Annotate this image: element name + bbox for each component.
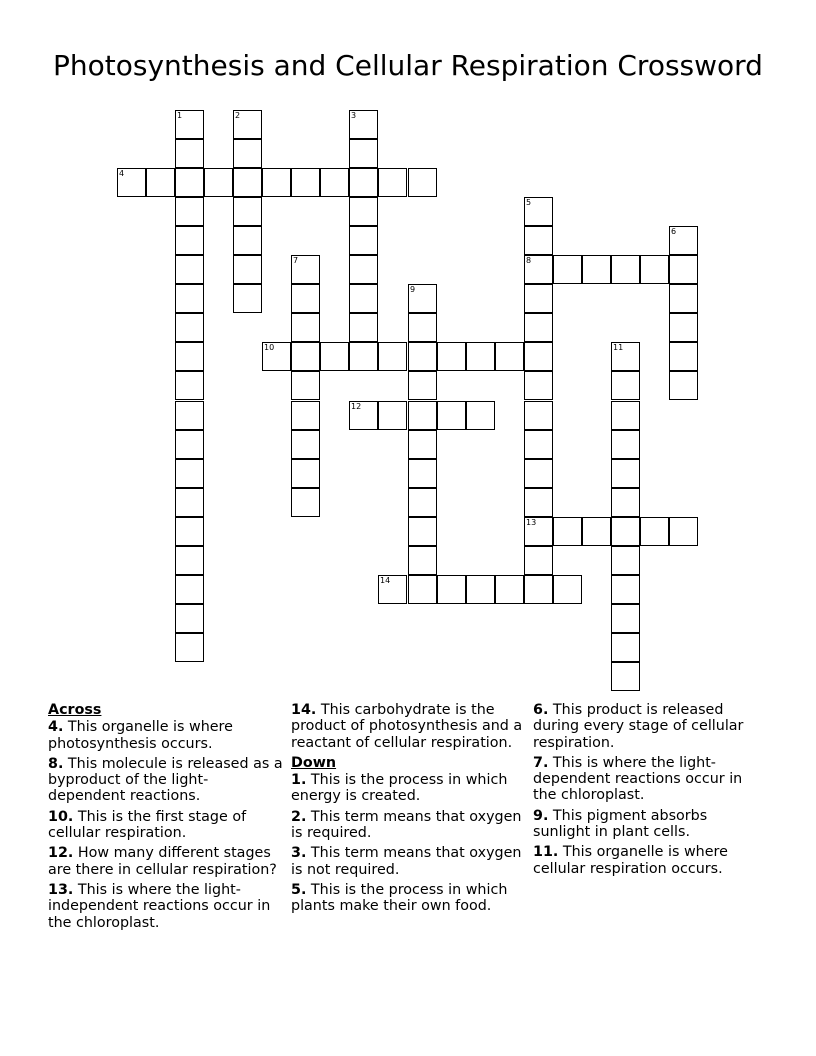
grid-cell[interactable] <box>233 197 262 226</box>
grid-cell[interactable] <box>117 168 146 197</box>
clue-item <box>533 844 768 877</box>
grid-cell[interactable] <box>291 255 320 284</box>
clue-number-label: 2 <box>235 111 241 120</box>
clue-number-label: 4 <box>119 169 125 178</box>
grid-cell[interactable] <box>408 517 437 546</box>
grid-cell[interactable] <box>175 517 204 546</box>
grid-cell[interactable] <box>378 575 407 604</box>
grid-cell[interactable] <box>611 430 640 459</box>
clue-section-heading: Down <box>291 754 337 771</box>
grid-cell[interactable] <box>524 488 553 517</box>
grid-cell[interactable] <box>582 255 611 284</box>
grid-cell[interactable] <box>553 517 582 546</box>
clue-number-label: 7 <box>293 256 299 265</box>
grid-cell[interactable] <box>611 546 640 575</box>
grid-cell[interactable] <box>640 255 669 284</box>
grid-cell[interactable] <box>611 575 640 604</box>
clue-number: 8. <box>48 755 64 772</box>
grid-cell[interactable] <box>524 401 553 430</box>
clue-number-label: 10 <box>264 343 275 352</box>
grid-cell[interactable] <box>175 110 204 139</box>
grid-cell[interactable] <box>524 313 553 342</box>
clue-text: This pigment absorbs sunlight in plant cells. <box>533 807 708 841</box>
clue-number: 12. <box>48 845 74 862</box>
grid-cell[interactable] <box>611 662 640 691</box>
grid-cell[interactable] <box>175 255 204 284</box>
clue-item <box>291 809 526 842</box>
clue-item <box>48 719 283 752</box>
grid-cell[interactable] <box>291 401 320 430</box>
clue-number-label: 8 <box>526 256 532 265</box>
clue-text: This term means that oxygen is not required. <box>291 845 522 878</box>
clue-number-label: 5 <box>526 198 532 207</box>
grid-cell[interactable] <box>524 255 553 284</box>
grid-cell[interactable] <box>524 371 553 400</box>
grid-cell[interactable] <box>553 255 582 284</box>
grid-cell[interactable] <box>349 139 378 168</box>
grid-cell[interactable] <box>320 342 349 371</box>
clue-number: 11. <box>533 844 559 861</box>
grid-cell[interactable] <box>669 371 698 400</box>
grid-cell[interactable] <box>466 342 495 371</box>
grid-cell[interactable] <box>582 517 611 546</box>
grid-cell[interactable] <box>669 226 698 255</box>
clue-number-label: 1 <box>177 111 183 120</box>
clue-number: 3. <box>291 845 307 862</box>
grid-cell[interactable] <box>175 226 204 255</box>
grid-cell[interactable] <box>378 342 407 371</box>
grid-cell[interactable] <box>524 197 553 226</box>
grid-cell[interactable] <box>175 401 204 430</box>
clue-number-label: 11 <box>613 343 624 352</box>
grid-cell[interactable] <box>291 371 320 400</box>
clue-number: 2. <box>291 808 307 825</box>
clue-text: This term means that oxygen is required. <box>291 808 522 842</box>
clue-text: This product is released during every stage of cellular respiration. <box>533 702 744 751</box>
grid-cell[interactable] <box>611 459 640 488</box>
grid-cell[interactable] <box>378 168 407 197</box>
clue-number: 5. <box>291 881 307 898</box>
grid-cell[interactable] <box>437 401 466 430</box>
grid-cell[interactable] <box>669 313 698 342</box>
clue-text: This organelle is where cellular respiration occurs. <box>533 844 728 877</box>
grid-cell[interactable] <box>495 575 524 604</box>
clue-text: This is the first stage of cellular respiration. <box>48 808 247 842</box>
grid-cell[interactable] <box>349 313 378 342</box>
grid-cell[interactable] <box>262 168 291 197</box>
clue-number: 4. <box>48 719 64 736</box>
clue-text: This is the process in which energy is created. <box>291 772 508 805</box>
grid-cell[interactable] <box>291 168 320 197</box>
grid-cell[interactable] <box>408 430 437 459</box>
grid-cell[interactable] <box>349 401 378 430</box>
grid-cell[interactable] <box>669 517 698 546</box>
grid-cell[interactable] <box>349 110 378 139</box>
grid-cell[interactable] <box>291 488 320 517</box>
grid-cell[interactable] <box>611 488 640 517</box>
clue-number: 13. <box>48 881 74 898</box>
grid-cell[interactable] <box>611 517 640 546</box>
grid-cell[interactable] <box>611 342 640 371</box>
grid-cell[interactable] <box>204 168 233 197</box>
grid-cell[interactable] <box>349 197 378 226</box>
grid-cell[interactable] <box>175 633 204 662</box>
grid-cell[interactable] <box>553 575 582 604</box>
clue-item <box>533 755 768 804</box>
grid-cell[interactable] <box>175 197 204 226</box>
grid-cell[interactable] <box>175 546 204 575</box>
grid-cell[interactable] <box>524 517 553 546</box>
grid-cell[interactable] <box>408 459 437 488</box>
grid-cell[interactable] <box>408 575 437 604</box>
clue-number: 7. <box>533 754 549 771</box>
clue-number-label: 9 <box>410 285 416 294</box>
clue-number-label: 12 <box>351 402 362 411</box>
clue-column-2 <box>291 702 526 919</box>
grid-cell[interactable] <box>437 342 466 371</box>
clue-text: This is where the light-dependent reactions occur in the chloroplast. <box>533 754 743 804</box>
grid-cell[interactable] <box>466 401 495 430</box>
grid-cell[interactable] <box>378 401 407 430</box>
clue-item <box>533 702 768 751</box>
clue-number-label: 13 <box>526 518 537 527</box>
grid-cell[interactable] <box>262 342 291 371</box>
clue-text: How many different stages are there in cellular respiration? <box>48 845 277 878</box>
clue-item <box>291 772 526 805</box>
grid-cell[interactable] <box>524 430 553 459</box>
grid-cell[interactable] <box>291 342 320 371</box>
grid-cell[interactable] <box>349 342 378 371</box>
grid-cell[interactable] <box>349 255 378 284</box>
grid-cell[interactable] <box>524 226 553 255</box>
page-title: Photosynthesis and Cellular Respiration Crossword <box>53 49 763 82</box>
grid-cell[interactable] <box>349 168 378 197</box>
grid-cell[interactable] <box>524 284 553 313</box>
grid-cell[interactable] <box>408 342 437 371</box>
grid-cell[interactable] <box>408 371 437 400</box>
grid-cell[interactable] <box>524 575 553 604</box>
grid-cell[interactable] <box>233 284 262 313</box>
grid-cell[interactable] <box>408 546 437 575</box>
clue-number: 1. <box>291 772 307 789</box>
grid-cell[interactable] <box>233 255 262 284</box>
grid-cell[interactable] <box>669 284 698 313</box>
grid-cell[interactable] <box>669 255 698 284</box>
grid-cell[interactable] <box>640 517 669 546</box>
grid-cell[interactable] <box>349 284 378 313</box>
grid-cell[interactable] <box>175 313 204 342</box>
clue-item <box>291 702 526 751</box>
grid-cell[interactable] <box>291 313 320 342</box>
grid-cell[interactable] <box>175 430 204 459</box>
grid-cell[interactable] <box>175 371 204 400</box>
clue-text: This is where the light-independent reactions occur in the chloroplast. <box>48 881 271 931</box>
grid-cell[interactable] <box>233 139 262 168</box>
grid-cell[interactable] <box>611 371 640 400</box>
clue-item <box>48 809 283 842</box>
grid-cell[interactable] <box>611 633 640 662</box>
grid-cell[interactable] <box>175 459 204 488</box>
clue-item <box>48 756 283 805</box>
grid-cell[interactable] <box>291 284 320 313</box>
grid-cell[interactable] <box>175 488 204 517</box>
clue-number: 6. <box>533 702 549 718</box>
grid-cell[interactable] <box>175 284 204 313</box>
clue-column-1 <box>48 702 283 935</box>
grid-cell[interactable] <box>611 401 640 430</box>
grid-cell[interactable] <box>233 110 262 139</box>
clue-number-label: 3 <box>351 111 357 120</box>
grid-cell[interactable] <box>466 575 495 604</box>
grid-cell[interactable] <box>408 313 437 342</box>
grid-cell[interactable] <box>524 459 553 488</box>
clue-item <box>291 882 526 915</box>
grid-cell[interactable] <box>495 342 524 371</box>
clue-number: 10. <box>48 808 74 825</box>
grid-cell[interactable] <box>408 401 437 430</box>
clue-section-heading: Across <box>48 702 102 718</box>
grid-cell[interactable] <box>524 342 553 371</box>
grid-cell[interactable] <box>175 139 204 168</box>
grid-cell[interactable] <box>175 604 204 633</box>
clue-number-label: 14 <box>380 576 391 585</box>
clue-item <box>48 845 283 878</box>
grid-cell[interactable] <box>175 575 204 604</box>
grid-cell[interactable] <box>320 168 349 197</box>
clue-number: 14. <box>291 702 317 718</box>
grid-cell[interactable] <box>611 255 640 284</box>
grid-cell[interactable] <box>146 168 175 197</box>
grid-cell[interactable] <box>669 342 698 371</box>
grid-cell[interactable] <box>437 575 466 604</box>
grid-cell[interactable] <box>349 226 378 255</box>
clue-item <box>291 845 526 878</box>
grid-cell[interactable] <box>291 430 320 459</box>
grid-cell[interactable] <box>233 168 262 197</box>
grid-cell[interactable] <box>175 342 204 371</box>
clue-text: This carbohydrate is the product of photosynthesis and a reactant of cellular respiration. <box>291 702 523 751</box>
clue-item <box>533 808 768 841</box>
grid-cell[interactable] <box>408 284 437 313</box>
grid-cell[interactable] <box>291 459 320 488</box>
clue-item <box>48 882 283 931</box>
grid-cell[interactable] <box>175 168 204 197</box>
clue-text: This is the process in which plants make their own food. <box>291 881 508 915</box>
grid-cell[interactable] <box>408 168 437 197</box>
clue-number-label: 6 <box>671 227 677 236</box>
clue-column-3 <box>533 702 768 881</box>
clue-text: This organelle is where photosynthesis occurs. <box>48 719 233 752</box>
grid-cell[interactable] <box>408 488 437 517</box>
clue-number: 9. <box>533 807 549 824</box>
grid-cell[interactable] <box>611 604 640 633</box>
grid-cell[interactable] <box>233 226 262 255</box>
grid-cell[interactable] <box>524 546 553 575</box>
clue-text: This molecule is released as a byproduct of the light-dependent reactions. <box>48 755 283 805</box>
